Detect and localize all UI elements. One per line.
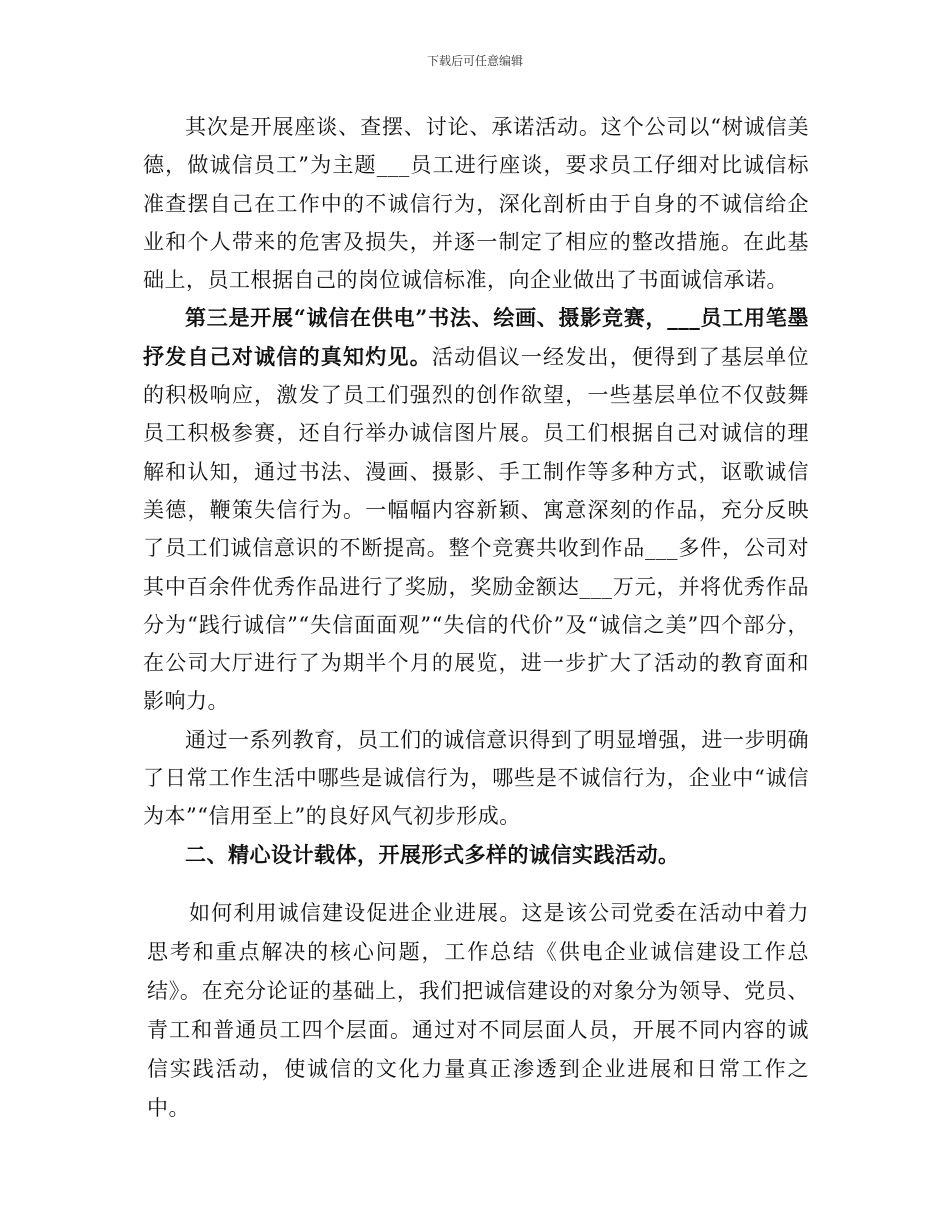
paragraph-discussion: 其次是开展座谈、查摆、讨论、承诺活动。这个公司以“树诚信美德，做诚信员工”为主题___员工进行座谈，要求员工仔细对比诚信标准查摆自己在工作中的不诚信行为，深化剖析由于自身的不诚信给企业和个人带来的危害及损失，并逐一制定了相应的整改措施。在此基础上，员工根据自己的岗位诚信标准，向企业做出了书面诚信承诺。 xyxy=(143,115,809,293)
competition-lead-sentence: 第三是开展“诚信在供电”书法、绘画、摄影竞赛，___员工用笔墨抒发自己对诚信的真知灼见。 xyxy=(143,305,809,369)
section-heading-2: 二、精心设计载体，开展形式多样的诚信实践活动。 xyxy=(185,841,680,867)
paragraph-practice: 如何利用诚信建设促进企业进展。这是该公司党委在活动中着力思考和重点解决的核心问题，工作总结《供电企业诚信建设工作总结》。在充分论证的基础上，我们把诚信建设的对象分为领导、党员、青工和普通员工四个层面。通过对不同层面人员，开展不同内容的诚信实践活动，使诚信的文化力量真正渗透到企业进展和日常工作之中。 xyxy=(147,900,809,1120)
paragraph-competition xyxy=(143,299,809,720)
document-body xyxy=(143,108,809,1128)
competition-body: 活动倡议一经发出，便得到了基层单位的积极响应，激发了员工们强烈的创作欲望，一些基层单位不仅鼓舞员工积极参赛，还自行举办诚信图片展。员工们根据自己对诚信的理解和认知，通过书法、漫画、摄影、手工制作等多种方式，讴歌诚信美德，鞭策失信行为。一幅幅内容新颖、寓意深刻的作品，充分反映了员工们诚信意识的不断提高。整个竞赛共收到作品___多件，公司对其中百余件优秀作品进行了奖励，奖励金额达___万元，并将优秀作品分为“践行诚信”“失信面面观”“失信的代价”及“诚信之美”四个部分，在公司大厅进行了为期半个月的展览，进一步扩大了活动的教育面和影响力。 xyxy=(143,344,810,714)
page-header: 下载后可任意编辑 xyxy=(426,54,523,68)
paragraph-results: 通过一系列教育，员工们的诚信意识得到了明显增强，进一步明确了日常工作生活中哪些是诚信行为，哪些是不诚信行为，企业中“诚信为本”“信用至上”的良好风气初步形成。 xyxy=(143,727,809,829)
